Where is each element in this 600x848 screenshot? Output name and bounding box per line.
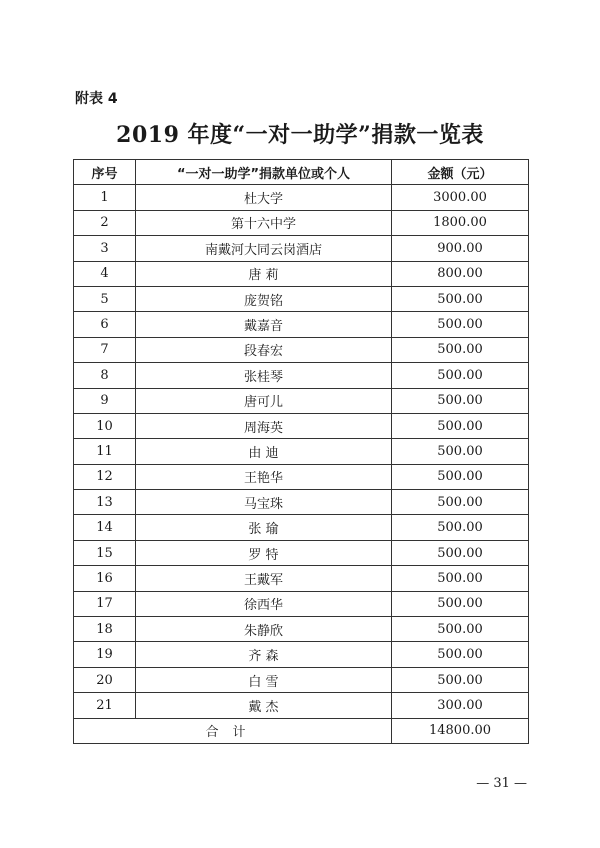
row-number: 18 — [74, 617, 136, 642]
table-row — [74, 363, 529, 388]
row-number: 5 — [74, 286, 136, 311]
donor-name: 张 瑜 — [136, 515, 392, 540]
donor-name: 周海英 — [136, 413, 392, 438]
appendix-label: 附表 4 — [75, 91, 118, 107]
donor-name: 唐可儿 — [136, 388, 392, 413]
row-number: 15 — [74, 540, 136, 565]
table-header-row — [74, 160, 529, 185]
donor-name: 白 雪 — [136, 667, 392, 692]
donor-name: 杜大学 — [136, 185, 392, 210]
header-amount: 金额（元） — [392, 160, 529, 185]
table-row — [74, 312, 529, 337]
donation-amount: 500.00 — [392, 439, 529, 464]
donor-name: 齐 森 — [136, 642, 392, 667]
table-row — [74, 566, 529, 591]
row-number: 12 — [74, 464, 136, 489]
row-number: 3 — [74, 236, 136, 261]
donation-amount: 500.00 — [392, 363, 529, 388]
table-row — [74, 439, 529, 464]
table-row — [74, 693, 529, 718]
row-number: 11 — [74, 439, 136, 464]
donor-name: 庞贺铭 — [136, 286, 392, 311]
total-label: 合计 — [74, 718, 392, 743]
donor-name: 马宝珠 — [136, 490, 392, 515]
donation-amount: 500.00 — [392, 337, 529, 362]
table-row — [74, 286, 529, 311]
row-number: 21 — [74, 693, 136, 718]
donation-amount: 800.00 — [392, 261, 529, 286]
donor-name: 南戴河大同云岗酒店 — [136, 236, 392, 261]
donor-name: 段春宏 — [136, 337, 392, 362]
donation-amount: 500.00 — [392, 490, 529, 515]
donation-amount: 500.00 — [392, 515, 529, 540]
row-number: 10 — [74, 413, 136, 438]
row-number: 19 — [74, 642, 136, 667]
table-row — [74, 617, 529, 642]
total-row — [74, 718, 529, 743]
header-serial-number: 序号 — [74, 160, 136, 185]
donor-name: 王戴军 — [136, 566, 392, 591]
row-number: 8 — [74, 363, 136, 388]
document-title: 2019 年度“一对一助学”捐款一览表 — [116, 122, 484, 148]
donation-table — [73, 159, 529, 744]
donation-amount: 500.00 — [392, 286, 529, 311]
row-number: 7 — [74, 337, 136, 362]
row-number: 2 — [74, 210, 136, 235]
donation-amount: 500.00 — [392, 591, 529, 616]
table-row — [74, 185, 529, 210]
table-row — [74, 388, 529, 413]
row-number: 20 — [74, 667, 136, 692]
donation-amount: 500.00 — [392, 464, 529, 489]
table-row — [74, 413, 529, 438]
table-row — [74, 464, 529, 489]
table-row — [74, 591, 529, 616]
header-donor: “一对一助学”捐款单位或个人 — [136, 160, 392, 185]
donor-name: 唐 莉 — [136, 261, 392, 286]
donation-amount: 500.00 — [392, 540, 529, 565]
page-number: — 31 — — [476, 776, 527, 791]
donor-name: 罗 特 — [136, 540, 392, 565]
donation-amount: 500.00 — [392, 617, 529, 642]
row-number: 1 — [74, 185, 136, 210]
total-amount: 14800.00 — [392, 718, 529, 743]
row-number: 14 — [74, 515, 136, 540]
row-number: 16 — [74, 566, 136, 591]
donor-name: 朱静欣 — [136, 617, 392, 642]
table-row — [74, 337, 529, 362]
donor-name: 王艳华 — [136, 464, 392, 489]
donor-name: 戴嘉音 — [136, 312, 392, 337]
table-row — [74, 515, 529, 540]
table-row — [74, 540, 529, 565]
table-row — [74, 261, 529, 286]
donation-amount: 500.00 — [392, 388, 529, 413]
donation-amount: 300.00 — [392, 693, 529, 718]
donor-name: 戴 杰 — [136, 693, 392, 718]
row-number: 4 — [74, 261, 136, 286]
donation-amount: 500.00 — [392, 413, 529, 438]
row-number: 9 — [74, 388, 136, 413]
row-number: 6 — [74, 312, 136, 337]
donation-amount: 500.00 — [392, 667, 529, 692]
donor-name: 第十六中学 — [136, 210, 392, 235]
table-body — [74, 185, 529, 744]
donor-name: 徐西华 — [136, 591, 392, 616]
table-row — [74, 642, 529, 667]
donor-name: 张桂琴 — [136, 363, 392, 388]
donation-amount: 500.00 — [392, 566, 529, 591]
donation-amount: 900.00 — [392, 236, 529, 261]
table-row — [74, 667, 529, 692]
table-row — [74, 490, 529, 515]
row-number: 17 — [74, 591, 136, 616]
donation-amount: 3000.00 — [392, 185, 529, 210]
table-row — [74, 210, 529, 235]
donor-name: 由 迪 — [136, 439, 392, 464]
donation-amount: 500.00 — [392, 642, 529, 667]
row-number: 13 — [74, 490, 136, 515]
table-row — [74, 236, 529, 261]
donation-amount: 1800.00 — [392, 210, 529, 235]
donation-amount: 500.00 — [392, 312, 529, 337]
